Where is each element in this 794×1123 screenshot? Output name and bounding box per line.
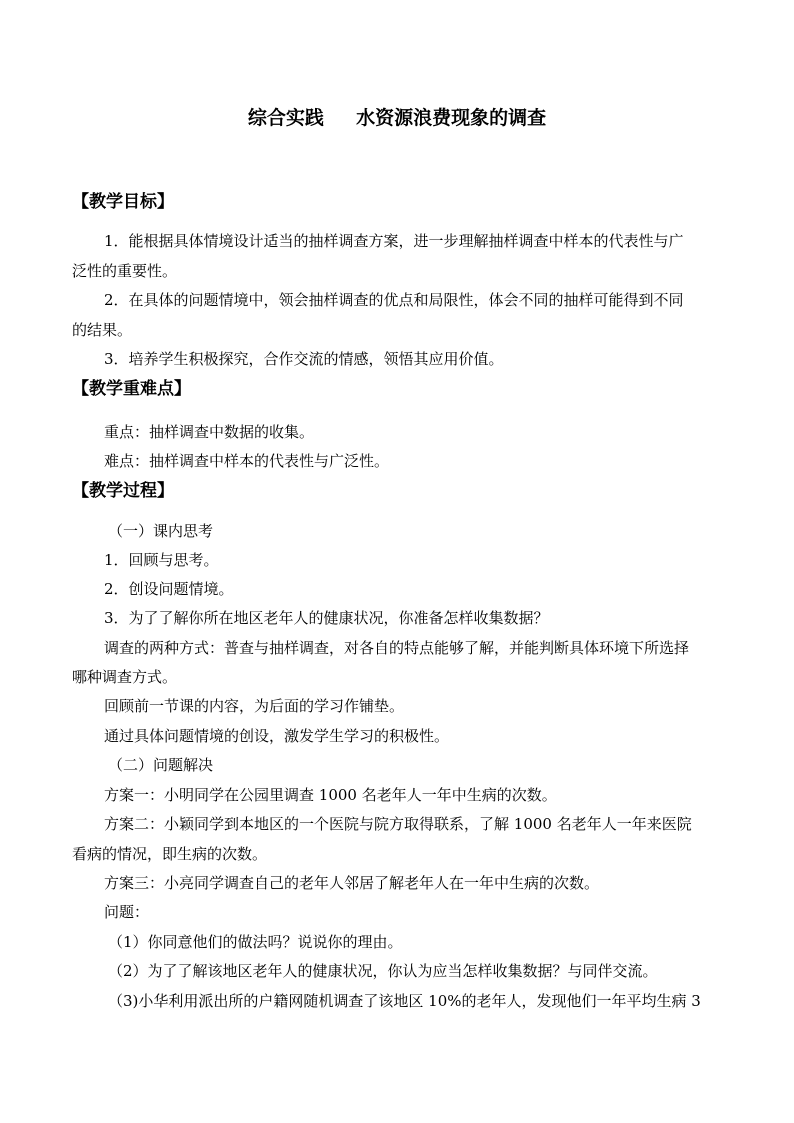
objectives-line: 泛性的重要性。: [72, 262, 178, 280]
process-line: 3．为了了解你所在地区老年人的健康状况，你准备怎样收集数据？: [104, 609, 549, 627]
process-line: 1．回顾与思考。: [104, 551, 219, 569]
process-line: 回顾前一节课的内容，为后面的学习作铺垫。: [104, 697, 405, 715]
page-title: 综合实践 水资源浪费现象的调查: [247, 107, 547, 129]
process-line: 通过具体问题情境的创设，激发学生学习的积极性。: [104, 727, 450, 745]
section-heading-objectives: 【教学目标】: [72, 192, 174, 212]
process-line: （二）问题解决: [108, 756, 214, 774]
section-heading-process: 【教学过程】: [72, 481, 174, 501]
objectives-line: 1．能根据具体情境设计适当的抽样调查方案，进一步理解抽样调查中样本的代表性与广: [104, 232, 684, 250]
process-line: 问题：: [104, 903, 150, 921]
process-line: 方案二：小颖同学到本地区的一个医院与院方取得联系，了解 1000 名老年人一年来医院: [104, 815, 692, 833]
key-points-line: 重点：抽样调查中数据的收集。: [104, 423, 315, 441]
process-line: 哪种调查方式。: [72, 668, 178, 686]
objectives-line: 2．在具体的问题情境中，领会抽样调查的优点和局限性，体会不同的抽样可能得到不同: [104, 291, 684, 309]
process-line: 方案三：小亮同学调查自己的老年人邻居了解老年人在一年中生病的次数。: [104, 874, 600, 892]
process-line: 2．创设问题情境。: [104, 580, 234, 598]
key-points-line: 难点：抽样调查中样本的代表性与广泛性。: [104, 452, 390, 470]
process-line: （3)小华利用派出所的户籍网随机调查了该地区 10%的老年人，发现他们一年平均生病 3: [108, 992, 701, 1010]
process-line: （一）课内思考: [108, 522, 214, 540]
process-line: 看病的情况，即生病的次数。: [72, 845, 268, 863]
process-line: 调查的两种方式：普查与抽样调查，对各自的特点能够了解，并能判断具体环境下所选择: [104, 639, 690, 657]
process-line: （1）你同意他们的做法吗？说说你的理由。: [108, 933, 403, 951]
process-line: 方案一：小明同学在公园里调查 1000 名老年人一年中生病的次数。: [104, 786, 557, 804]
objectives-line: 3．培养学生积极探究，合作交流的情感，领悟其应用价值。: [104, 350, 504, 368]
process-line: （2）为了了解该地区老年人的健康状况，你认为应当怎样收集数据？与同伴交流。: [108, 962, 658, 980]
section-heading-key-points: 【教学重难点】: [72, 379, 191, 399]
objectives-line: 的结果。: [72, 321, 133, 339]
